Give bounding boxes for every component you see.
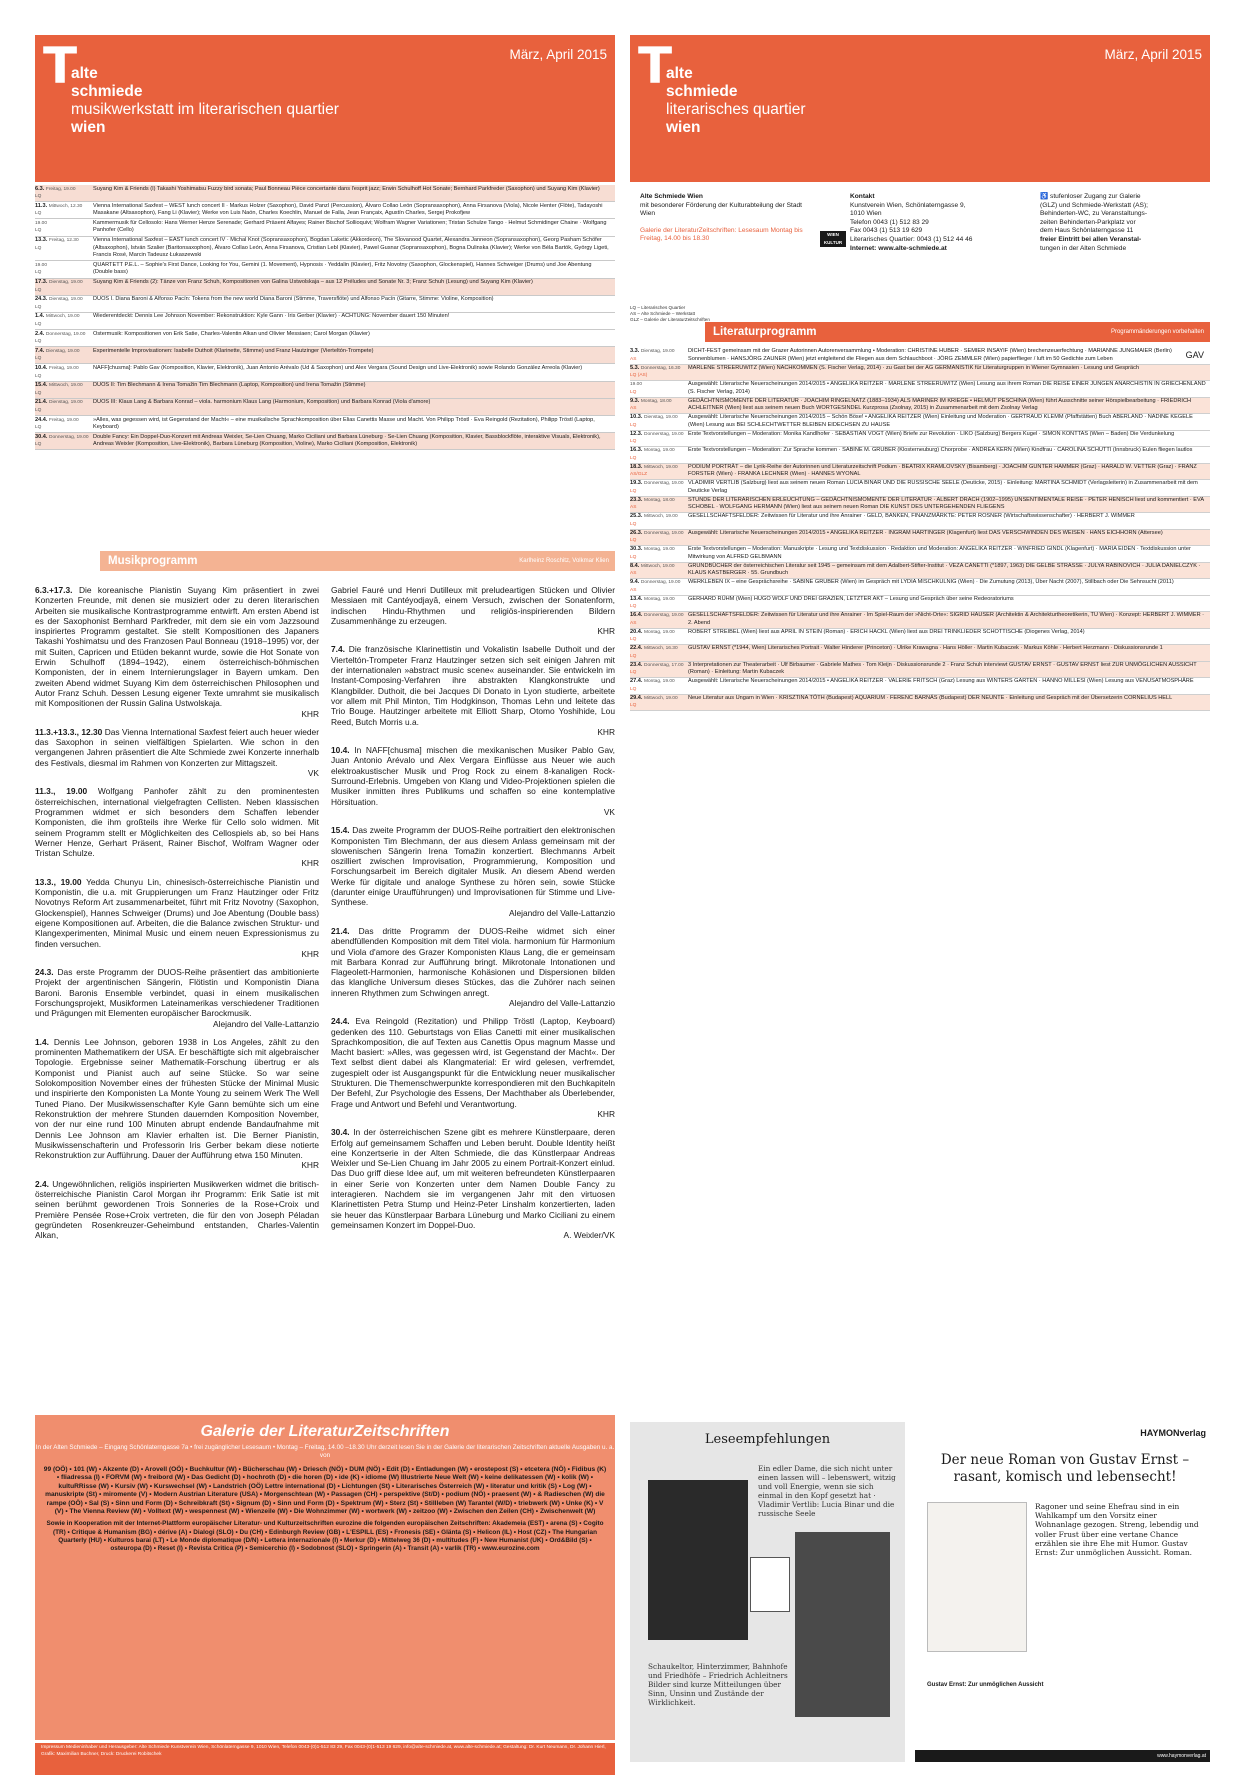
masthead-line: wien bbox=[71, 119, 106, 136]
event-description: Erste Textvorstellungen – Moderation: Monika Kandlhofer · SEBASTIAN VOGT (Wien) Briefe zur Revolution · LIKO (Salzburg) Bergers Kugel · SIMON KONTTAS (Wien – Baden) Die Verdunkelung bbox=[688, 430, 1175, 437]
galerie-box bbox=[35, 1415, 615, 1740]
schedule-row bbox=[35, 279, 615, 296]
article-signature: KHR bbox=[597, 626, 615, 637]
masthead-music bbox=[35, 35, 615, 182]
galerie-hours: Galerie der LiteraturZeitschriften: Lesesaum Montag bis Freitag, 14.00 bis 18.30 bbox=[640, 226, 803, 243]
event-description: 3 Interpretationen zur Theaterarbeit · Ulf Birbaumer · Gabriele Mathes · Tom Kleijn · Diskussionsrunde 2 · Franz Schuh interviewt GUSTAV ERNST · GUSTAV ERNST liest ZUR UNMÖGLICHEN AUSSICHT (Roman) · Einleitung: Martin Kubaczek bbox=[688, 661, 1197, 676]
article: 11.3.+13.3., 12.30 Das Vienna International Saxfest feiert auch heuer wieder das Saxophon in seinen vielfältigen Spielarten. Wie schon in den vergangenen Jahren präsentiert die Alte Schmiede zwei Konzerte innerhalb des Festivals, diesmal im Rahmen von Konzerten zur Mittagszeit. VK bbox=[35, 726, 320, 779]
event-date: 19.00 LQ bbox=[35, 220, 48, 234]
schedule-row bbox=[630, 497, 1210, 514]
event-description: Ausgewählt: Literarische Neuerscheinungen 2014/2015 • ANGELIKA REITZER · MARLENE STREERUWITZ (Wien) Lesung aus ihrem Roman DIE REISE EINER JUNGEN ANARCHISTIN IN GRIECHENLAND (S. Fischer Verlag, 2014) bbox=[688, 381, 1206, 395]
event-description: GUSTAV ERNST (*1944, Wien) Literarisches Portrait · Walter Hinderer (Princeton) · Ulrike Krawagna · Hans Höller · Martin Kubaczek · Markus Köhle · Herbert Herzmann · Diskussionsrunde 1 bbox=[688, 645, 1163, 652]
event-date: 23.4. Donnerstag, 17.00 LQ bbox=[630, 661, 684, 676]
magazine-list: 99 (OÖ) • 101 (W) • Akzente (D) • Arovell (OÖ) • Buchkultur (W) • Bücherschau (W) • Driesch (NÖ) • DUM (NÖ) • Edit (D) • Entladungen (W) • erostepost (S) • etcetera (NÖ) • Fidibus (K) • fliadressa (I) • FORVM (W) • freibord (W) • Das Gedicht (D) • hochroth (D) • die horen (D) • ide (K) • idiome (W) Illustrierte Neue Welt (W) • keine delikatessen (W) • kolik (W) • kultuRRisse (W) • Kursiv (W) • Kurswechsel (W) • Landstrich (OÖ) Lettre international (D) • Lichtungen (St) • Literarisches Österreich (W) • literatur und kritik (S) • Log (W) • manuskripte (St) • miromente (V) • Modern Austrian Literature (USA) • Morgenschtean (W) • Passagen (CH) • perspektive (St/D) • podium (NÖ) • praesent (W) • & Radieschen (W) die rampe (OÖ) • Sal (S) • Sinn und Form (D) • Schreibkraft (St) • Signum (D) • Sinn und Form (D) • Spektrum (W) • Sterz (St) • Stillleben (W) Tarantel (W/D) • triebwerk (W) • Unke (K) • V (V) • The Vienna Review (W) • Volltext (W) • wespennest (W) • Wienzeile (W) • Die Wohnzimmer (W) • wortwerk (W) • zeitzoo (W) • Zwischen den Zeilen (CH) • Zwischenwelt (W) bbox=[43, 1466, 607, 1516]
ad-text: Schaukeltor, Hinterzimmer, Bahnhofe und Friedhöfe – Friedrich Achleitners Bilder sind kurze Mitteilungen über Sinn, Unsinn und Zustände der Wirklichkeit. bbox=[648, 1662, 788, 1707]
event-date: 19.00 LQ bbox=[35, 262, 48, 276]
galerie-subtitle: In der Alten Schmiede – Eingang Schönlaterngasse 7a • frei zugänglicher Lesesaum • Montag – Freitag, 14.00 –18.30 Uhr derzeit lesen Sie in der Galerie der literarischen Zeitschriften aktuelle Ausgaben u. a. von bbox=[35, 1444, 615, 1459]
schedule-row bbox=[630, 398, 1210, 415]
event-date: 30.4. Donnerstag, 19.00 LQ bbox=[35, 433, 89, 448]
article-signature: Alejandro del Valle-Lattanzio bbox=[509, 907, 615, 918]
schedule-row bbox=[35, 185, 615, 202]
schedule-row bbox=[630, 596, 1210, 613]
article-signature: KHR bbox=[301, 708, 319, 719]
schedule-row bbox=[35, 433, 615, 450]
event-date: 19.00 LQ bbox=[630, 382, 643, 395]
masthead-line: alte bbox=[666, 65, 693, 82]
event-description: Suyang Kim & Friends (I) Takashi Yoshimatsu Fuzzy bird sonata; Paul Bonneau Pièce concertante dans l'esprit jazz; Erwin Schulhoff Hot Sonate; Bernhard Parkfreder (Saxophon) und Suyang Kim (Klavier) bbox=[93, 185, 600, 192]
schedule-row bbox=[630, 645, 1210, 662]
wien-kultur-logo: WIEN KULTUR bbox=[820, 231, 846, 247]
schedule-row bbox=[630, 480, 1210, 497]
event-description: Wiederentdeckt: Dennis Lee Johnson November: Rekonstruktion: Kyle Gann · Iris Gerber (Klavier) · ACHTUNG: November dauert 150 Minuten! bbox=[93, 313, 450, 320]
schedule-row bbox=[35, 237, 615, 262]
event-date: 23.3. Montag, 18.00 AS bbox=[630, 496, 675, 511]
schedule-row bbox=[35, 416, 615, 433]
article: 24.3. Das erste Programm der DUOS-Reihe präsentiert das ambitionierte Projekt der argentinischen Sängerin, Flötistin und Komponistin Diana Baroni. Baronis Ensemble verbindet, quasi in einem musikalischen Forschungsprojekt, Musikformen Lateinamerikas verschiedener Traditionen und Prägungen mit Elementen europäischer Barockmusik. Alejandro del Valle-Lattanzio bbox=[35, 967, 320, 1029]
logo-letter: T bbox=[43, 37, 78, 95]
schedule-row bbox=[630, 365, 1210, 382]
article: 10.4. In NAFF[chusma] mischen die mexikanischen Musiker Pablo Gav, Juan Antonio Arévalo und Alex Vergara Einflüsse aus Neuer wie auch elektroakustischer Musik und Prog Rock zu einem 8-kanaligen Rock-Surround-Erlebnis. Umgeben von Klang und Video-Projektionen spielen die Musiker inmitten ihres Publikums und schaffen so eine kontemplative Hörsituation. VK bbox=[331, 745, 615, 817]
event-description: QUARTETT P.E.L. – Sophie's First Dance, Looking for You, Gemini (1. Movement), Hypnosis · Yeddalin (Klavier), Fritz Novotny (Saxophon, Glockenspiel), Hannes Schweiger (Drums) und Joe Abentung (Double bass) bbox=[93, 261, 592, 276]
schedule-row bbox=[35, 296, 615, 313]
schedule-row bbox=[630, 530, 1210, 547]
legend-item: GLZ – Galerie der LiteraturZeitschriften bbox=[630, 317, 710, 322]
schedule-row bbox=[630, 431, 1210, 448]
access-line: ♿ stufenloser Zugang zur Galerie bbox=[1040, 193, 1141, 200]
schedule-row bbox=[35, 364, 615, 381]
event-date: 10.3. Dienstag, 19.00 LQ bbox=[630, 414, 678, 428]
event-description: Kammermusik für Cellosolo: Hans Werner Henze Serenade; Gerhard Präsent Alfayes; Rainer Bischof Sollioquivi; Wolfram Wagner Variationen; Tristan Schulze Tango · Helmut Schmidinger Chaine · Wolfgang Panhofer (Cello) bbox=[93, 219, 607, 234]
event-date: 11.3. Mittwoch, 12.30 LQ bbox=[35, 202, 83, 217]
music-schedule bbox=[35, 185, 615, 450]
contact-line: Literarisches Quartier: 0043 (1) 512 44 46 bbox=[850, 235, 973, 243]
event-description: GESELLSCHAFTSFELDER: Zeitwissen für Literatur und ihre Anrainer · Im Spiel-Raum der »Nicht-Orte«: SIGRID HAUSER (Architektin & Architekturtheoretikerin, TU Wien) · Konzept: HERBERT J. WIMMER · 2. Abend bbox=[688, 612, 1205, 626]
article-signature: KHR bbox=[301, 858, 319, 869]
event-description: Ausgewählt: Literarische Neuerscheinungen 2014/2015 • ANGELIKA REITZER · VALERIE FRITSCH (Graz) Lesung aus WINTERS GARTEN · HANNO MILLESI (Wien) Lesung aus VENUSATMOSPHÄRE bbox=[688, 678, 1194, 685]
article-signature: KHR bbox=[301, 948, 319, 959]
advertisements bbox=[630, 1422, 1210, 1762]
contact-line: Kunstverein Wien, Schönlaterngasse 9, bbox=[850, 201, 966, 209]
event-date: 25.3. Mittwoch, 19.00 LQ bbox=[630, 513, 678, 527]
event-date: 29.4. Mittwoch, 19.00 LQ bbox=[630, 694, 678, 709]
section-subtitle: Karlheinz Roschitz, Volkmar Klien bbox=[519, 558, 609, 564]
masthead-line: schmiede bbox=[71, 83, 143, 100]
event-description: GERHARD RÜHM (Wien) HUGO WOLF UND DREI GRAZIEN, LETZTER AKT – Lesung und Gespräch über seine Redeoratoriums bbox=[688, 595, 1014, 602]
article: 7.4. Die französische Klarinettistin und Vokalistin Isabelle Duthoit und der Vierteltón-Trompeter Franz Hautzinger setzen sich seit einigen Jahren mit der internationalen »abstract music scene« auseinander. Sie entwickeln im Instant-Composing-Verfahren ihre abstrakten Klangkonstrukte und Klangbilder. Duthoit, die bei Jacques Di Donato in Lyon studierte, arbeitete vor allem mit Phil Minton, Tim Hodgkinson, Thomas Lehn und leitete das Trio Bouge. Hautzinger arbeitete mit Elliott Sharp, Otomo Yoshihide, Lou Reed, Butch Morris u.a. KHR bbox=[331, 644, 615, 737]
event-date: 13.4. Montag, 19.00 LQ bbox=[630, 595, 675, 610]
contact-line: Fax 0043 (1) 513 19 629 bbox=[850, 227, 923, 235]
event-description: VLADIMIR VERTLIB (Salzburg) liest aus seinem neuen Roman LUCIA BINAR UND DIE RUSSISCHE SEELE (Deuticke, 2015) · Einleitung: MARTINA SCHMIDT (Verlagsleiterin) in Zusammenarbeit mit dem Deuticke Verlag bbox=[688, 480, 1198, 494]
event-date: 6.3. Freitag, 19.00 LQ bbox=[35, 185, 76, 200]
book-cover-zd bbox=[750, 1557, 790, 1612]
event-date: 7.4. Dienstag, 19.00 LQ bbox=[35, 347, 80, 362]
schedule-row bbox=[630, 464, 1210, 481]
access-line: Behinderten-WC, zu Veranstaltungs- bbox=[1040, 210, 1148, 218]
event-description: GEDÄCHTNISMOMENTE DER LITERATUR · JOACHIM RINGELNATZ (1883–1934) ALS MARINER IM KRIEGE • HELMUT PESCHINA (Wien) führt Ausschnitte seiner Hörspielbearbeitung · FRIEDRICH ACHLEITNER (Wien) liest aus seinem neuen Buch WORTGESINDEL Kurzprosa (Zsolnay, 2015) in Zusammenarbeit mit dem Zsolnay Verlag bbox=[688, 397, 1192, 412]
event-date: 17.3. Dienstag, 19.00 LQ bbox=[35, 279, 83, 293]
article-signature: KHR bbox=[597, 1108, 615, 1119]
book-cover-ernst bbox=[927, 1502, 1027, 1652]
schedule-row bbox=[630, 629, 1210, 646]
accessibility-info bbox=[1040, 193, 1205, 253]
schedule-row bbox=[630, 546, 1210, 563]
legend-item: LQ – Literarisches Quartier bbox=[630, 305, 686, 310]
schedule-row bbox=[35, 219, 615, 236]
section-bar-music bbox=[100, 551, 615, 571]
event-date: 18.3. Mittwoch, 19.00 AS/GLZ bbox=[630, 463, 678, 478]
event-description: GESELLSCHAFTSFELDER: Zeitwissen für Literatur und ihre Anrainer · GELD, BANKEN, FINANZMÄRKTE: PETER ROSNER (Wirtschaftswissenschafter) · HERBERT J. WIMMER bbox=[688, 513, 1135, 520]
article-column-right bbox=[331, 585, 615, 1249]
event-date: 19.3. Donnerstag, 19.00 LQ bbox=[630, 480, 684, 494]
contact-line: Telefon 0043 (1) 512 83 29 bbox=[850, 218, 929, 226]
event-description: Ostermusik: Kompositionen von Erik Satie, Charles-Valentin Alkan und Olivier Messiaen; Carol Morgan (Klavier) bbox=[93, 330, 370, 337]
event-description: ROBERT STREIBEL (Wien) liest aus APRIL IN STEIN (Roman) · ERICH HACKL (Wien) liest aus DREI TRINKLIEDER SCHOTTISCHE (Diogenes Verlag, 2014) bbox=[688, 628, 1085, 635]
logo-letter: T bbox=[638, 37, 673, 95]
event-date: 10.4. Freitag, 19.00 LQ bbox=[35, 364, 79, 379]
contact-line: 1010 Wien bbox=[850, 210, 882, 218]
ad-text: Ragoner und seine Ehefrau sind in ein Wahlkampf um den Vorsitz einer Wohnanlage gezogen. Streng, lebendig und voller Frust über eine vertane Chance erzählen sie ihre Ehe mit Humor. Gustav Ernst: Zur unmöglichen Aussicht. Roman. bbox=[1035, 1502, 1199, 1558]
event-date: 16.4. Donnerstag, 19.00 AS bbox=[630, 612, 684, 626]
sponsor-text: mit besonderer Förderung der Kulturabteilung der Stadt Wien bbox=[640, 201, 803, 218]
event-date: 24.3. Dienstag, 19.00 LQ bbox=[35, 296, 83, 310]
event-description: Erste Textvorstellungen – Moderation: Zur Sprache kommen · SABINE M. GRUBER (Klosterneuburg) Chorprobe · ANDREA KERN (Wien) Kindfrau · CAROLINA SCHUTTI (Innsbruck) Eulen fliegen lautlos bbox=[688, 447, 1193, 454]
event-description: PODIUM PORTRÄT – die Lyrik-Reihe der Autorinnen und Literaturzeitschrift Podium · BEATRIX KRAMLOVSKY (Bisamberg) · JOACHIM GUNTER HAMMER (Graz) · HARALD W. VETTER (Graz) · FRANZ FORSTER (Wien) · FRANKA LECHNER (Wien) · HANNES WYONAL bbox=[688, 463, 1197, 478]
event-date: 16.3. Montag, 19.00 LQ bbox=[630, 447, 675, 461]
schedule-row bbox=[630, 414, 1210, 431]
ad-text: Ein edler Dame, die sich nicht unter einen lassen will – lebenswert, witzig und voll Energie, wenn sie sich einmal in den Kopf gesetzt hat · Vladimir Vertlib: Lucia Binar und die russische Seele bbox=[758, 1464, 896, 1518]
event-description: »Alles, was gegessen wird, ist Gegenstand der Macht« – eine musikalische Sprachkomposition über Elias Canettis Masse und Macht. Von Philipp Tröstl · Eva Reingold (Rezitation), Philipp Tröstl (Laptop, Keyboard) bbox=[93, 416, 595, 431]
event-description: WERKLEBEN IX – eine Gesprächsreihe · SABINE GRUBER (Wien) im Gespräch mit LYDIA MISCHKULNIG (Wien) · Die Zumutung (2013), Über Nacht (2007), Stillbach oder Die Sehnsucht (2011) bbox=[688, 579, 1174, 586]
event-description: DUOS III: Klaus Lang & Barbara Konrad – viola. harmonium Klaus Lang (Harmonium, Komposition) und Barbara Konrad (Viola d'amore) bbox=[93, 399, 431, 406]
schedule-row bbox=[630, 348, 1210, 365]
contact-info bbox=[850, 193, 1025, 253]
event-description: GRUNDBÜCHER der österreichischen Literatur seit 1945 – gemeinsam mit dem Adalbert-Stifter-Institut · VEZA CANETTI (*1897, 1963) DIE GELBE STRASSE · JULYA RABINOVICH · JULIA DANIELCZYK · KLAUS KASTBERGER · 55. Grundbuch bbox=[688, 562, 1201, 577]
article-signature: A. Weixler/VK bbox=[563, 1230, 615, 1241]
event-date: 15.4. Mittwoch, 19.00 LQ bbox=[35, 382, 83, 396]
article: Gabriel Fauré und Henri Dutilleux mit preludeartigen Stücken und Olivier Messiaen mit Cantéyodjayâ, einem Versuch, zwischen der Sonatenform, indischen Hindu-Rhythmen und religiös-inspirierenden Bildern Zusammenhänge zu erzeugen. KHR bbox=[331, 585, 615, 637]
event-date: 1.4. Mittwoch, 19.00 LQ bbox=[35, 313, 80, 327]
access-line: freier Eintritt bei allen Veranstal- bbox=[1040, 235, 1142, 243]
event-description: Vienna International Saxfest – EAST lunch concert IV · Michal Knot (Sopransaxophon), Bogdan Laketic (Akkordeon), The Slovanood Quartet, Alexandra Janneon (Sopransaxophon), Georg Pasham Schöfer (Altsaxophon), István Szalier (Baritonsaxophon), Álvaro Collao León, Anna Firsanova, Cristian Lebl (Klavier), Pawel Gusnar (Sopransaxophon), Bogna Dulinska (Klavier); Werke von Béla Bartók, György Ligeti, Francis Rosé, Marcin Tadeusz Łukaszewski bbox=[93, 237, 609, 259]
sponsor-info bbox=[640, 193, 815, 244]
schedule-row bbox=[630, 381, 1210, 398]
contact-title: Kontakt bbox=[850, 193, 875, 200]
left-column bbox=[35, 35, 616, 1757]
event-description: MARLENE STREERUWITZ (Wien) NACHKOMMEN (S. Fischer Verlag, 2014) · zu Gast bei der AG GERMANISTIK für Literaturgruppen in Wiener Gymnasien · Lesung und Gespräch bbox=[688, 364, 1140, 371]
wheelchair-icon: ♿ bbox=[1040, 193, 1051, 200]
section-bar-literature bbox=[705, 322, 1210, 342]
article: 30.4. In der österreichischen Szene gibt es mehrere Künstlerpaare, deren Erfolg auf gemeinsamem Schaffen und Leben beruht. Double Identity heißt eine Konzertserie in der Alten Schmiede, die das Künstlerpaar Andreas Weixler und Se-Lien Chuang im Jahr 2005 zu einem Portrait-Konzert einlud. Das Duo griff diese Idee auf, um mit weiteren befreundeten Künstlerpaaren in einer Serie von Konzerten unter dem Namen Double Fancy zu interagieren. Nachdem sie im vergangenen Jahr mit den virtuosen Klarinettisten Petra Stump und Heinz-Peter Linshalm konzertierten, laden sie heuer das Künstlerpaar Barbara Lüneburg und Marko Ciciliani zu einem gemeinsamen Konzert im Doppel-Duo. A. Weixler/VK bbox=[331, 1127, 616, 1241]
event-description: STUNDE DER LITERARISCHEN ERLEUCHTUNG – GEDÄCHTNISMOMENTE DER LITERATUR · ALBERT DRACH (1902–1995) UNSENTIMENTALE REISE · PETER HENISCH liest und kommentiert · EVA SCHOBEL · WOLFGANG HERMANN (Wien) liest aus seinem neuen Roman DIE KUNST DES UNTERGEHENDEN FLIEGENS bbox=[688, 496, 1204, 511]
event-description: DUOS I. Diana Baroni & Alfonso Pacín: Tokens from the new world Diana Baroni (Stimme, Traversflöte) und Alfonso Pacín (Gitarre, Stimme: Violine, Komposition) bbox=[93, 296, 494, 303]
event-description: Experimentelle Improvisationen: Isabelle Duthoit (Klarinette, Stimme) und Franz Hautzinger (Vierteltón-Trompete) bbox=[93, 347, 374, 354]
article-signature: VK bbox=[603, 806, 615, 817]
section-title: Literaturprogramm bbox=[713, 326, 817, 338]
masthead-line: alte bbox=[71, 65, 98, 82]
masthead-line: literarisches quartier bbox=[666, 101, 806, 118]
article-signature: KHR bbox=[301, 1160, 319, 1171]
access-line: zeiten Behinderten-Parkplatz vor bbox=[1040, 218, 1136, 226]
event-description: DUOS II: Tim Blechmann & Irena Tomažin Tim Blechmann (Laptop, Komposition) und Irena Tomažin (Stimme) bbox=[93, 382, 366, 389]
website-link[interactable]: Internet: www.alte-schmiede.at bbox=[850, 244, 947, 252]
publisher-url[interactable]: www.haymonverlag.at bbox=[915, 1750, 1210, 1762]
schedule-row bbox=[630, 513, 1210, 530]
event-description: Ausgewählt: Literarische Neuerscheinungen 2014/2015 – Schön Böse! • ANGELIKA REITZER (Wien) Einleitung und Moderation · GERTRAUD KLEMM (Pfaffstätten) Buch ABERLAND · NADINE KEGELE (Wien) Lesung aus BEI SCHLECHTWETTER BLEIBEN EIDECHSEN ZU HAUSE bbox=[688, 414, 1193, 428]
event-date: 27.4. Montag, 19.00 LQ bbox=[630, 678, 675, 692]
imprint: Impressum Medieninhaber und Herausgeber: Alte Schmiede Kunstverein Wien, Schönlaterngasse 9, 1010 Wien, Telefon 0043-(0)1-512 83 29, Fax 0043-(0)1-513 19 629, info@alte-schmiede.at, www.alte-schmiede.at; Gestaltung: Dr. Kurt Neumann, Dr. Johann Hierl, Grafik: Maximilian Buchner, Druck: Druckerei Robitschek bbox=[35, 1743, 615, 1775]
event-date: 20.4. Montag, 19.00 LQ bbox=[630, 628, 675, 643]
event-date: 24.4. Freitag, 19.00 LQ bbox=[35, 416, 79, 431]
access-line: (GLZ) und Schmiede-Werkstatt (AS); bbox=[1040, 201, 1148, 209]
schedule-row bbox=[630, 563, 1210, 580]
event-date: 30.3. Montag, 19.00 LQ bbox=[630, 546, 675, 560]
event-date: 2.4. Donnerstag, 19.00 LQ bbox=[35, 330, 86, 345]
event-date: 22.4. Mittwoch, 16.30 LQ bbox=[630, 645, 678, 659]
schedule-row bbox=[35, 382, 615, 399]
event-date: 26.3. Donnerstag, 19.00 LQ bbox=[630, 529, 684, 544]
event-description: DICHT-FEST gemeinsam mit der Grazer Autorinnen Autorenversammlung • Moderation: CHRISTINE HUBER · SEMIER INSAYIF (Wien) brechenzeuerfechtung · MARIANNE JUNGMAIER (Berlin) Sonnenblumen · HANSJÖRG ZAUNER (Wien) jetzt entgleitend die Fliegen aus dem Schlauchboot · JÖRG ZEMMLER (Wien) papierflieger / luft im 50 Gedichte zum Leben bbox=[688, 348, 1172, 362]
article-signature: Alejandro del Valle-Lattanzio bbox=[213, 1018, 319, 1029]
event-date: 3.3. Dienstag, 19.00 AS bbox=[630, 348, 675, 362]
article-signature: KHR bbox=[597, 726, 615, 737]
issue-date: März, April 2015 bbox=[1104, 47, 1202, 62]
info-box bbox=[630, 185, 1210, 295]
event-date: 5.3. Donnerstag, 16.30 LQ (AS) bbox=[630, 364, 681, 379]
right-column bbox=[630, 35, 1210, 1759]
eurozine-list: Sowie in Kooperation mit der Internet-Plattform europäischer Literatur- und Kulturzeitschriften eurozine die folgenden europäischen Zeitschriften: Akademeia (EST) • arena (S) • Cogito (TR) • Critique & Humanism (BG) • dérive (A) • Dialogi (SLO) • Du (CH) • Edinburgh Review (GB) • L'ESPILL (ES) • Fronesis (SE) • Glänta (S) • Helicon (IL) • Host (CZ) • The Hungarian Quarterly (HU) • Kulturos barai (LT) • Le Monde diplomatique (D/N) • Lettera internazionale (I) • Merkur (D) • Mittelweg 36 (D) • multitudes (F) • New Humanist (UK) • Ord&Bild (S) • osteuropa (D) • Reset (I) • Revista Critica (P) • Semicerchio (I) • Sodobnost (SLO) • Springerin (A) • Transit (A) • varlik (TR) • www.eurozine.com bbox=[46, 1520, 604, 1553]
access-line: tungen in der Alten Schmiede bbox=[1040, 244, 1127, 252]
masthead-literature bbox=[630, 35, 1210, 182]
sponsor-title: Alte Schmiede Wien bbox=[640, 193, 703, 200]
book-caption: Gustav Ernst: Zur unmöglichen Aussicht bbox=[927, 1682, 1044, 1688]
article: 11.3., 19.00 Wolfgang Panhofer zählt zu den prominentesten österreichischen, international vielgefragten Cellisten. Neben klassischen Programmen widmet er sich besonders dem Schaffen lebender Komponisten, die ihm großteils ihre Werke für Cello solo widmen. Mit seinem Programm stellt er Möglichkeiten des Cellospiels ab, so bei Hans Werner Henze, Gerhart Präsent, Rainer Bischof, Wolfram Wagner oder Tristan Schulze. KHR bbox=[35, 786, 320, 869]
article: 1.4. Dennis Lee Johnson, geboren 1938 in Los Angeles, zählt zu den prominenten Mathematikern der USA. Er beschäftigte sich mit algebraischer Topologie. Ergebnisse seiner Mathematik-Forschung übertrug er als Komponist und Pianist auch auf seine Stücke. So war seine Solokomposition November eines der frühesten Stücke der Minimal Music und inspirierte den Komponisten La Monte Young zu seinem Werk The Well Tuned Piano. Der Musikwissenschafter Kyle Gann bemühte sich um eine Rekonstruktion der mehrere Stunden dauernden Komposition November, von der nur eine rund 100 Minuten abrupt endende Bandaufnahme mit Dennis Lee Johnson am Klavier erhalten ist. Die Berner Pianistin, Musikwissenschafterin und Professorin Iris Gerber bekam diese notierte Rekonstruktion zur Aufführung. Dauer der Aufführung etwa 150 Minuten. KHR bbox=[35, 1036, 319, 1171]
literature-schedule bbox=[630, 348, 1210, 711]
section-subtitle: Programmänderungen vorbehalten bbox=[1110, 329, 1204, 335]
schedule-row bbox=[35, 347, 615, 364]
schedule-row bbox=[35, 202, 615, 219]
section-title: Musikprogramm bbox=[108, 555, 198, 567]
article: 15.4. Das zweite Programm der DUOS-Reihe portraitiert den elektronischen Komponisten Tim Blechmann, der aus diesem Anlass gemeinsam mit der slowenischen Sängerin Irena Tomažin konzertiert. Blechmanns Arbeit oszilliert zwischen Improvisation, Programmierung, Komposition und Forschungsarbeit im Bereich digitaler Musik. An diesem Abend werden Werke für digitale und analoge Synthese zu hören sein, sowie Stücke (darunter einige Uraufführungen) und Improvisationen für Stimme und Live-Synthese. Alejandro del Valle-Lattanzio bbox=[331, 825, 615, 918]
gav-label: GAV bbox=[1185, 350, 1204, 360]
ad-haymon bbox=[915, 1422, 1210, 1762]
event-description: Erste Textvorstellungen – Moderation: Manuskripte · Lesung und Textdiskussion · Redaktion und Moderation: ANGELIKA REITZER · WINFRIED GINDL (Klagenfurt) · MARIA EIDEN · Textdiskussion unter Mitwirkung von ALFRED GELBMANN bbox=[688, 546, 1191, 560]
masthead-line: schmiede bbox=[666, 83, 738, 100]
event-description: Suyang Kim & Friends (2): Tänze von Franz Schuh, Kompositionen von Galina Ustwolskaja – aus 12 Préludes und Sonate Nr. 3; Franz Schuh (Lesung) und Suyang Kim (Klavier) bbox=[93, 279, 533, 286]
ad-title: Leseempfehlungen bbox=[704, 1432, 831, 1447]
publisher-logo: HAYMONverlag bbox=[1140, 1428, 1206, 1438]
schedule-row bbox=[630, 678, 1210, 695]
event-date: 13.3. Freitag, 12.30 LQ bbox=[35, 237, 79, 251]
event-description: Neue Literatur aus Ungarn in Wien · KRISZTINA TÓTH (Budapest) AQUARIUM · FERENC BARNÁS (Budapest) DER NEUNTE · Einleitung und Gespräch mit der Übersetzerin CORNELIUS HELL bbox=[688, 694, 1173, 701]
event-date: 9.4. Donnerstag, 19.00 AS bbox=[630, 579, 681, 593]
book-cover-vertlib bbox=[648, 1480, 748, 1640]
ad-title: Der neue Roman von Gustav Ernst – rasant, komisch und lebensecht! bbox=[940, 1452, 1190, 1485]
schedule-row bbox=[35, 330, 615, 347]
event-date: 8.4. Mittwoch, 19.00 AS bbox=[630, 562, 675, 577]
legend-item: AS – Alte Schmiede – Werkstatt bbox=[630, 311, 696, 316]
schedule-row bbox=[630, 695, 1210, 712]
schedule-row bbox=[630, 662, 1210, 679]
masthead-line: musikwerkstatt im literarischen quartier bbox=[71, 101, 339, 118]
schedule-row bbox=[35, 399, 615, 416]
article: 21.4. Das dritte Programm der DUOS-Reihe widmet sich einer abendfüllenden Komposition mit dem Titel viola. harmonium für Harmonium und Viola d'amore des Grazer Komponisten Klaus Lang, die er gemeinsam mit Barbara Konrad zur Aufführung bringt. Mikrotonale Intonationen und Flageolett-Harmonien, harmonische Kohäsionen und Dispersionen bilden das klangliche Universum dieses Stückes, das die Zuhörer nach seinen inneren Rhythmen zum Schwingen anregt. Alejandro del Valle-Lattanzio bbox=[331, 925, 615, 1008]
article: 2.4. Ungewöhnlichen, religiös inspirierten Musikwerken widmet die britisch-österreichische Pianistin Carol Morgan ihr Programm: Erik Satie ist mit seinen berühmt gewordenen Trois Sonneries de la Rose+Croix und Première Pensée Rose+Croix vertreten, die für den von Joseph Péladan gegründeten Rosenkreuzer-Geheimbund entstanden, Charles-Valentin Alkan, bbox=[35, 1178, 319, 1241]
event-description: Ausgewählt: Literarische Neuerscheinungen 2014/2015 • ANGELIKA REITZER · INGRAM HARTINGER (Klagenfurt) liest DAS VERSCHWINDEN DES WEISEN · HANS EICHHORN (Attersee) bbox=[688, 529, 1163, 536]
masthead-line: wien bbox=[666, 119, 701, 136]
article-signature: VK bbox=[307, 768, 319, 779]
schedule-row bbox=[630, 579, 1210, 596]
book-cover-achleitner bbox=[795, 1532, 890, 1717]
schedule-row bbox=[630, 447, 1210, 464]
article: 13.3., 19.00 Yedda Chunyu Lin, chinesisch-österreichische Pianistin und Komponistin, die u.a. mit Gruppierungen um Franz Hautzinger oder Fritz Novotnys Reform Art zusammenarbeitet, führt mit Fritz Novotny (Saxophon, Glockenspiel), Hannes Schweiger (Drums) und Joe Abentung (Double bass) eigene Kompositionen auf. Arbeiten, die die Balance zwischen Struktur- und Klangexperimenten, Minimal Music und einem neuen Expressionismus zu finden versuchen. KHR bbox=[35, 876, 319, 959]
schedule-row bbox=[35, 261, 615, 278]
event-date: 21.4. Dienstag, 19.00 LQ bbox=[35, 399, 83, 413]
schedule-row bbox=[630, 612, 1210, 629]
event-date: 12.3. Donnerstag, 19.00 LQ bbox=[630, 430, 684, 445]
article-signature: Alejandro del Valle-Lattanzio bbox=[509, 997, 615, 1008]
galerie-title: Galerie der LiteraturZeitschriften bbox=[200, 1423, 450, 1440]
event-description: Vienna International Saxfest – WEST lunch concert II · Markus Holzer (Saxophon), David Panzl (Percussion), Álvaro Collao León (Sopransaxophon), Anna Firsanova (Viola), Nicole Henter (Flöte), Tadayoshi Masakane (Altsaxophon), Fang Li (Klavier); Werke von Luis Naón, Charles Koechlin, Manuel de Falla, Jean Françaix, Agustín Charles, Sergej Prokofjew bbox=[93, 202, 603, 217]
article: 24.4. Eva Reingold (Rezitation) und Philipp Tröstl (Laptop, Keyboard) gedenken des 110. Geburtstags von Elias Canetti mit einer musikalischen Sprachkomposition, die auf Texten aus Canettis Opus magnum Masse und Macht basiert: »Alles, was gegessen wird, ist Gegenstand der Macht«. Der Text selbst dient dabei als Klangmaterial: Er wird gelesen, verfremdet, zugespielt oder ist Ausgangspunkt für die Entwicklung neuer musikalischer Strukturen. Die Themenschwerpunkte korrespondieren mit den Buchkapiteln Der Befehl, Zur Psychologie des Essens, Der Machthaber als Überlebender, Frage und Antwort und Befehl und Verantwortung. KHR bbox=[331, 1016, 615, 1119]
location-legend bbox=[630, 305, 710, 323]
issue-date: März, April 2015 bbox=[509, 47, 607, 62]
event-date: 9.3. Montag, 18.00 AS bbox=[630, 397, 672, 412]
event-description: NAFF[chusma]: Pablo Gav (Komposition, Klavier, Elektronik), Juan Antonio Arévalo (Ud & Saxophon) und Alex Vergara (Sound Design und Live-Elektronik) sowie Rolando González Arreola (Klavier) bbox=[93, 364, 583, 371]
article-column-left bbox=[35, 585, 319, 1249]
schedule-row bbox=[35, 313, 615, 330]
access-line: dem Haus Schönlaterngasse 11 bbox=[1040, 227, 1134, 235]
event-description: Double Fancy: Ein Doppel-Duo-Konzert mit Andreas Weixler, Se-Lien Chuang, Marko Ciciliani und Barbara Lüneburg · Se-Lien Chuang (Komposition, Klavier, Bassblockflöte, interaktive Visuals, Elektronik), Andreas Weixler (Komposition, Live-Elektronik), Barbara Lüneburg (Komposition, Violine), Marko Ciciliani (Komposition, Elektronik) bbox=[93, 433, 601, 448]
article: 6.3.+17.3. Die koreanische Pianistin Suyang Kim präsentiert in zwei Konzerten Freunde, mit denen sie musiziert oder zu deren literarischen Arbeiten sie musikalische Kontrastprogramme entwirft. Am ersten Abend ist es der Saxophonist Bernhard Parkfreder, mit dem sie ein vom Jazzsound inspiriertes Programm gestaltet. Sie stellt Kompositionen des Japaners Takashi Yoshimatsu und des Franzosen Paul Bonneau (1918–1995) vor, der mit Suiten, Capricen und Etüden bekannt wurde, sowie die Hot Sonate von Erwin Schulhoff (1894–1942), einem österreichisch-böhmischen Komponisten, der in einem Internierungslager in Bayern umkam. Den zweiten Abend widmet Suyang Kim dem österreichischen Philosophen und Autor Franz Schuh. Dessen Lesung eigener Texte umrahmt sie musikalisch mit Kompositionen der Russin Galina Ustwolskaja. KHR bbox=[35, 585, 319, 719]
ad-leseempfehlungen bbox=[630, 1422, 905, 1762]
